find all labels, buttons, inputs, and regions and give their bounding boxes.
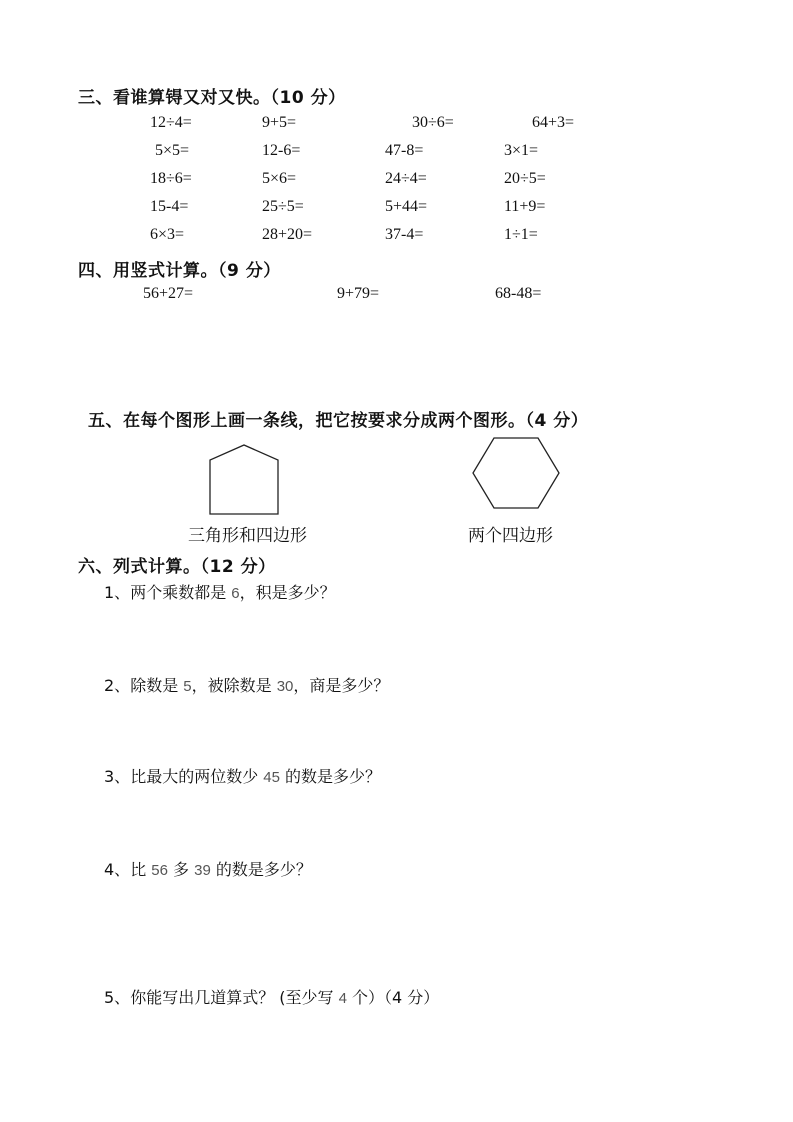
- pentagon-label: 三角形和四边形: [188, 526, 307, 546]
- section3-heading: 三、看谁算锝又对又快。（10 分）: [78, 88, 346, 108]
- section6-heading: 六、列式计算。（12 分）: [78, 557, 276, 577]
- question-number-value: 39: [194, 862, 211, 879]
- calc-item: 12÷4=: [150, 114, 192, 131]
- calc-item: 64+3=: [532, 114, 575, 131]
- calc-item: 5+44=: [385, 198, 428, 215]
- question-text: 的数是多少？: [279, 767, 382, 786]
- section5-heading: 五、在每个图形上画一条线，把它按要求分成两个图形。（4 分）: [88, 411, 589, 431]
- question-number-value: 4: [338, 990, 347, 1007]
- question-text: 除数是: [130, 676, 184, 695]
- question-number: 5、: [104, 988, 131, 1007]
- calc-item: 3×1=: [504, 142, 539, 159]
- question-1: [104, 580, 336, 603]
- question-text: 的数是多少？: [210, 860, 312, 879]
- vertical-calc-item: 9+79=: [337, 285, 380, 302]
- question-number: 4、: [104, 860, 131, 879]
- question-text: 多: [167, 860, 195, 879]
- question-number: 1、: [104, 583, 131, 602]
- question-3: [104, 764, 381, 787]
- vertical-calc-item: 68-48=: [495, 285, 542, 302]
- question-number: 3、: [104, 767, 131, 786]
- question-text: 比最大的两位数少: [130, 767, 264, 786]
- calc-item: 5×6=: [262, 170, 297, 187]
- question-2: [104, 673, 389, 696]
- calc-item: 6×3=: [150, 226, 185, 243]
- calc-item: 37-4=: [385, 226, 424, 243]
- question-text: ，商是多少？: [293, 676, 390, 695]
- question-number-value: 30: [276, 678, 294, 695]
- question-text: ，被除数是: [191, 676, 277, 695]
- calc-item: 24÷4=: [385, 170, 427, 187]
- calc-item: 9+5=: [262, 114, 297, 131]
- calc-item: 15-4=: [150, 198, 189, 215]
- calc-item: 5×5=: [155, 142, 190, 159]
- calc-item: 47-8=: [385, 142, 424, 159]
- calc-item: 12-6=: [262, 142, 301, 159]
- calc-item: 18÷6=: [150, 170, 192, 187]
- question-number: 2、: [104, 676, 131, 695]
- hexagon-label: 两个四边形: [468, 526, 553, 546]
- calc-item: 30÷6=: [412, 114, 454, 131]
- question-number-value: 56: [151, 862, 168, 879]
- question-5: [104, 985, 439, 1008]
- hexagon-icon: [468, 434, 564, 514]
- calc-item: 25÷5=: [262, 198, 304, 215]
- calc-item: 11+9=: [504, 198, 546, 215]
- question-4: [104, 857, 312, 880]
- question-number-value: 45: [263, 769, 280, 786]
- vertical-calc-item: 56+27=: [143, 285, 194, 302]
- question-number-value: 5: [183, 678, 192, 695]
- question-text: 两个乘数都是: [130, 583, 232, 602]
- calc-item: 1÷1=: [504, 226, 538, 243]
- question-text: ，积是多少？: [239, 583, 336, 602]
- section4-heading: 四、用竖式计算。（9 分）: [78, 261, 281, 281]
- question-text: 你能写出几道算式？ (至少写: [130, 988, 339, 1007]
- calc-item: 20÷5=: [504, 170, 546, 187]
- question-text: 个）（4 分）: [346, 988, 440, 1007]
- pentagon-icon: [205, 443, 285, 519]
- calc-item: 28+20=: [262, 226, 313, 243]
- question-text: 比: [130, 860, 152, 879]
- question-number-value: 6: [231, 585, 240, 602]
